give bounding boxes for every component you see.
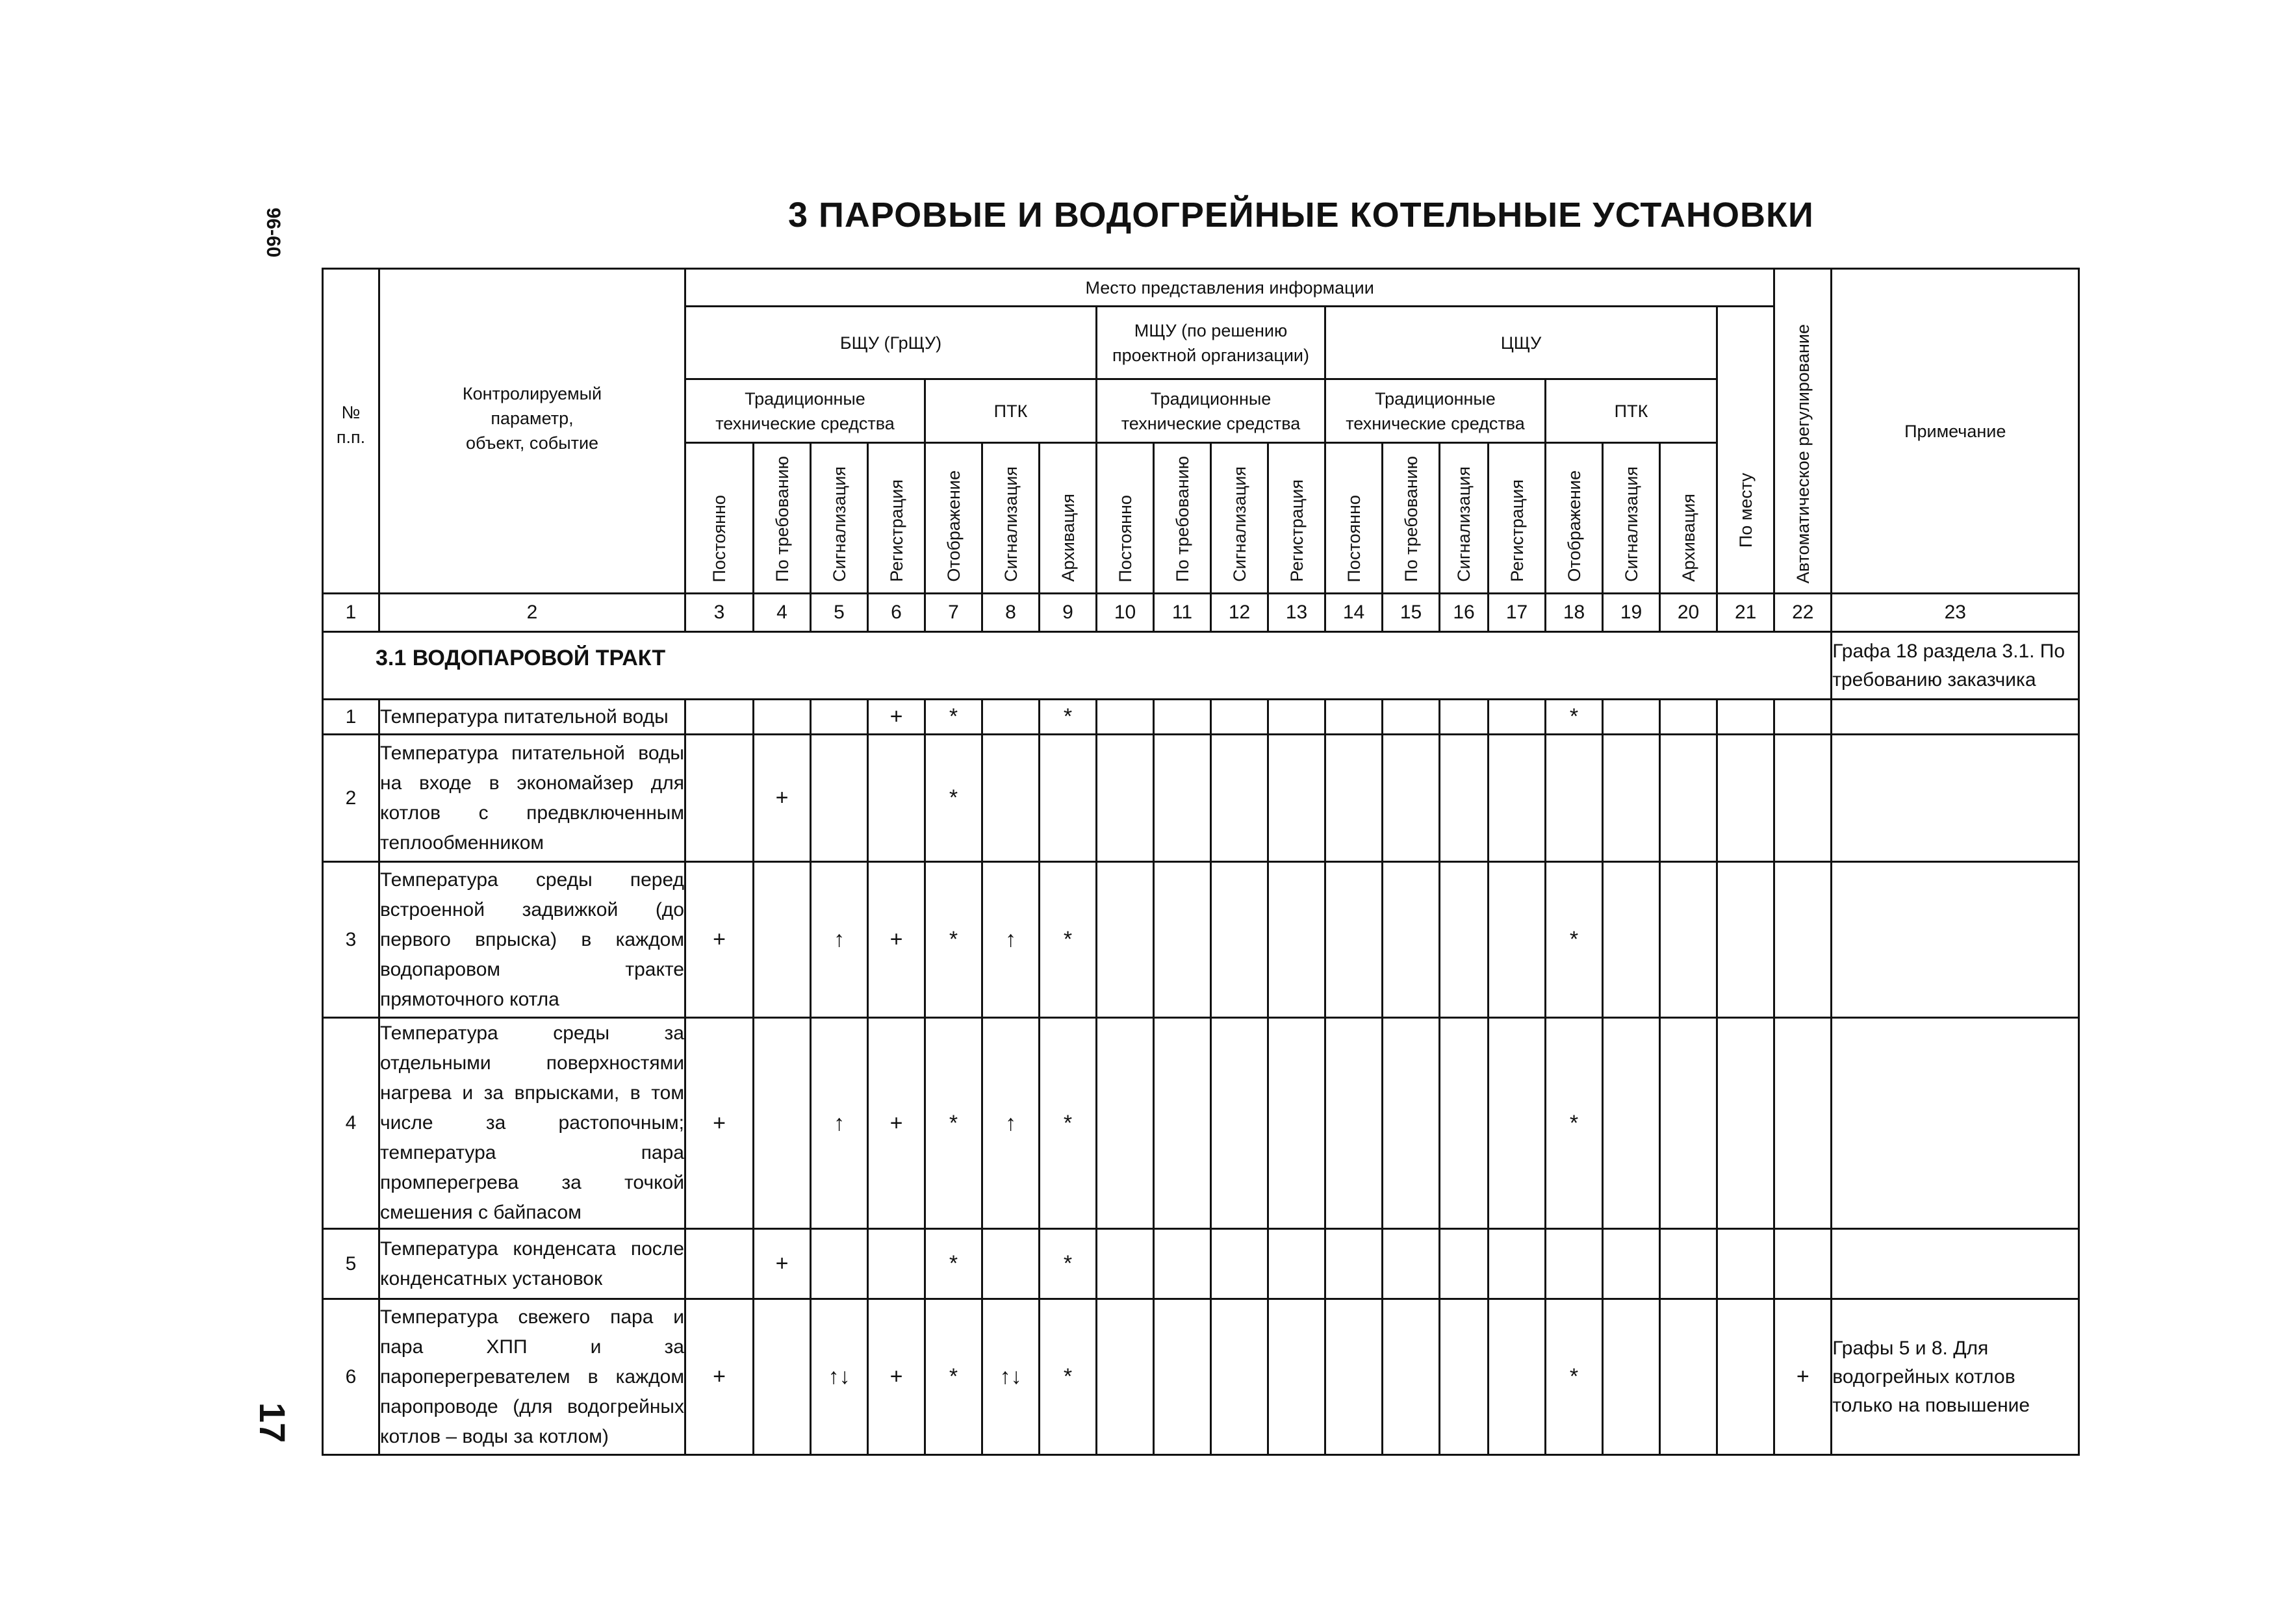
table-row: [323, 1229, 2079, 1299]
cell-col-5: [811, 700, 868, 735]
header-col-11: По требованию: [1154, 443, 1211, 594]
cell-col-17: [1489, 1018, 1546, 1229]
cell-col-21: [1717, 700, 1774, 735]
cell-col-22: +: [1774, 1299, 1832, 1455]
cell-col-11: [1154, 1018, 1211, 1229]
row-note: [1832, 1229, 2079, 1299]
cell-col-12: [1211, 1018, 1268, 1229]
page-title: 3 ПАРОВЫЕ И ВОДОГРЕЙНЫЕ КОТЕЛЬНЫЕ УСТАНОВКИ: [788, 196, 1814, 235]
cell-col-17: [1489, 1299, 1546, 1455]
cell-col-16: [1440, 1018, 1489, 1229]
page-number: 17: [252, 1402, 294, 1443]
column-number: 10: [1097, 594, 1154, 632]
cell-col-9: *: [1040, 700, 1097, 735]
header-col-10: Постоянно: [1097, 443, 1154, 594]
row-number: 2: [323, 735, 379, 862]
cell-col-22: [1774, 735, 1832, 862]
cell-col-4: [754, 862, 811, 1018]
header-place: Место представления информации: [685, 269, 1774, 307]
cell-col-4: [754, 700, 811, 735]
cell-col-21: [1717, 1018, 1774, 1229]
cell-col-9: *: [1040, 862, 1097, 1018]
header-col-19: Сигнализация: [1603, 443, 1660, 594]
row-parameter: Температура питательной воды: [379, 700, 685, 735]
header-note: Примечание: [1832, 269, 2079, 594]
cell-col-3: +: [685, 862, 754, 1018]
cell-col-19: [1603, 700, 1660, 735]
cell-col-10: [1097, 1229, 1154, 1299]
column-number: 2: [379, 594, 685, 632]
cell-col-18: *: [1546, 862, 1603, 1018]
row-note: [1832, 700, 2079, 735]
cell-col-19: [1603, 1299, 1660, 1455]
cell-col-20: [1660, 1229, 1717, 1299]
cell-col-11: [1154, 862, 1211, 1018]
header-bshu-ptk: ПТК: [925, 379, 1097, 443]
header-col-9: Архивация: [1040, 443, 1097, 594]
cell-col-6: +: [868, 700, 925, 735]
cell-col-15: [1383, 1018, 1440, 1229]
cell-col-11: [1154, 700, 1211, 735]
table-row: [323, 700, 2079, 735]
row-note: [1832, 735, 2079, 862]
cell-col-9: *: [1040, 1018, 1097, 1229]
cell-col-10: [1097, 862, 1154, 1018]
cell-col-17: [1489, 1229, 1546, 1299]
cell-col-21: [1717, 862, 1774, 1018]
cell-col-10: [1097, 1299, 1154, 1455]
table-row: [323, 862, 2079, 1018]
cell-col-15: [1383, 1229, 1440, 1299]
cell-col-20: [1660, 735, 1717, 862]
cell-col-20: [1660, 1299, 1717, 1455]
monitoring-table: [322, 268, 2080, 1456]
column-number: 19: [1603, 594, 1660, 632]
header-col-13: Регистрация: [1268, 443, 1325, 594]
header-col-8: Сигнализация: [982, 443, 1040, 594]
column-number: 18: [1546, 594, 1603, 632]
cell-col-22: [1774, 862, 1832, 1018]
column-number: 15: [1383, 594, 1440, 632]
cell-col-13: [1268, 862, 1325, 1018]
cell-col-9: *: [1040, 1299, 1097, 1455]
cell-col-4: [754, 1018, 811, 1229]
header-col-3: Постоянно: [685, 443, 754, 594]
column-number: 7: [925, 594, 982, 632]
cell-col-6: +: [868, 862, 925, 1018]
cell-col-7: *: [925, 862, 982, 1018]
cell-col-16: [1440, 700, 1489, 735]
cell-col-6: [868, 1229, 925, 1299]
section-title: 3.1 ВОДОПАРОВОЙ ТРАКТ: [323, 632, 1832, 700]
cell-col-14: [1325, 1018, 1383, 1229]
cell-col-14: [1325, 700, 1383, 735]
cell-col-13: [1268, 735, 1325, 862]
cell-col-5: ↑: [811, 862, 868, 1018]
header-auto-reg: Автоматическое регулирование: [1774, 269, 1832, 594]
header-mshu: МЩУ (по решению проектной организации): [1097, 307, 1325, 379]
document-code: 96-60: [262, 207, 284, 258]
cell-col-13: [1268, 1018, 1325, 1229]
cell-col-21: [1717, 1299, 1774, 1455]
cell-col-12: [1211, 735, 1268, 862]
column-number: 20: [1660, 594, 1717, 632]
column-number: 21: [1717, 594, 1774, 632]
cell-col-16: [1440, 1229, 1489, 1299]
cell-col-11: [1154, 1229, 1211, 1299]
header-bshu-traditional: Традиционные технические средства: [685, 379, 925, 443]
column-number: 12: [1211, 594, 1268, 632]
column-number: 1: [323, 594, 379, 632]
cell-col-13: [1268, 1229, 1325, 1299]
cell-col-8: ↑: [982, 1018, 1040, 1229]
row-parameter: Температура конденсата после конденсатных установок: [379, 1229, 685, 1299]
cell-col-18: [1546, 735, 1603, 862]
cell-col-19: [1603, 1229, 1660, 1299]
column-number: 14: [1325, 594, 1383, 632]
cell-col-3: [685, 1229, 754, 1299]
cell-col-14: [1325, 862, 1383, 1018]
cell-col-10: [1097, 1018, 1154, 1229]
header-col-20: Архивация: [1660, 443, 1717, 594]
column-number: 17: [1489, 594, 1546, 632]
column-number: 13: [1268, 594, 1325, 632]
cell-col-3: +: [685, 1299, 754, 1455]
cell-col-14: [1325, 1229, 1383, 1299]
cell-col-4: +: [754, 1229, 811, 1299]
row-number: 6: [323, 1299, 379, 1455]
cell-col-8: [982, 700, 1040, 735]
header-bshu: БЩУ (ГрЩУ): [685, 307, 1097, 379]
cell-col-13: [1268, 1299, 1325, 1455]
cell-col-18: *: [1546, 1299, 1603, 1455]
cell-col-21: [1717, 1229, 1774, 1299]
cell-col-3: [685, 735, 754, 862]
row-note: [1832, 1018, 2079, 1229]
cell-col-19: [1603, 862, 1660, 1018]
cell-col-7: *: [925, 1229, 982, 1299]
cell-col-7: *: [925, 1299, 982, 1455]
cell-col-20: [1660, 1018, 1717, 1229]
table-row: [323, 1018, 2079, 1229]
cell-col-14: [1325, 1299, 1383, 1455]
cell-col-10: [1097, 700, 1154, 735]
cell-col-19: [1603, 1018, 1660, 1229]
header-col-21: По месту: [1717, 307, 1774, 594]
section-note: Графа 18 раздела 3.1. По требованию заказчика: [1832, 632, 2079, 700]
row-parameter: Температура свежего пара и пара ХПП и за пароперегревателем в каждом паропроводе (для водогрейных котлов – воды за котлом): [379, 1299, 685, 1455]
cell-col-15: [1383, 1299, 1440, 1455]
row-number: 3: [323, 862, 379, 1018]
cell-col-8: ↑↓: [982, 1299, 1040, 1455]
cell-col-11: [1154, 735, 1211, 862]
cell-col-22: [1774, 700, 1832, 735]
table-row: [323, 735, 2079, 862]
cell-col-7: *: [925, 700, 982, 735]
cell-col-16: [1440, 1299, 1489, 1455]
cell-col-6: [868, 735, 925, 862]
cell-col-5: [811, 735, 868, 862]
header-col-5: Сигнализация: [811, 443, 868, 594]
cell-col-16: [1440, 735, 1489, 862]
header-col-7: Отображение: [925, 443, 982, 594]
header-col-18: Отображение: [1546, 443, 1603, 594]
cell-col-13: [1268, 700, 1325, 735]
cell-col-7: *: [925, 735, 982, 862]
column-number: 9: [1040, 594, 1097, 632]
column-number: 23: [1832, 594, 2079, 632]
cell-col-17: [1489, 735, 1546, 862]
cell-col-12: [1211, 700, 1268, 735]
cell-col-3: [685, 700, 754, 735]
cell-col-18: *: [1546, 1018, 1603, 1229]
cell-col-18: *: [1546, 700, 1603, 735]
row-note: Графы 5 и 8. Для водогрейных котлов только на повышение: [1832, 1299, 2079, 1455]
cell-col-8: [982, 1229, 1040, 1299]
cell-col-15: [1383, 735, 1440, 862]
header-col-14: Постоянно: [1325, 443, 1383, 594]
cell-col-17: [1489, 862, 1546, 1018]
column-number: 3: [685, 594, 754, 632]
cell-col-7: *: [925, 1018, 982, 1229]
cell-col-5: ↑↓: [811, 1299, 868, 1455]
cell-col-6: +: [868, 1299, 925, 1455]
cell-col-4: [754, 1299, 811, 1455]
row-number: 5: [323, 1229, 379, 1299]
row-note: [1832, 862, 2079, 1018]
header-parameter: Контролируемый параметр, объект, событие: [379, 269, 685, 594]
column-number: 6: [868, 594, 925, 632]
cell-col-16: [1440, 862, 1489, 1018]
row-number: 4: [323, 1018, 379, 1229]
column-number: 8: [982, 594, 1040, 632]
header-mshu-traditional: Традиционные технические средства: [1097, 379, 1325, 443]
column-number: 16: [1440, 594, 1489, 632]
row-parameter: Температура среды перед встроенной задвижкой (до первого впрыска) в каждом водопаровом тракте прямоточного котла: [379, 862, 685, 1018]
cell-col-20: [1660, 862, 1717, 1018]
row-parameter: Температура питательной воды на входе в экономайзер для котлов с предвключенным теплообменником: [379, 735, 685, 862]
cell-col-12: [1211, 1299, 1268, 1455]
header-no: № п.п.: [323, 269, 379, 594]
cell-col-12: [1211, 1229, 1268, 1299]
cell-col-15: [1383, 700, 1440, 735]
cell-col-8: [982, 735, 1040, 862]
cell-col-20: [1660, 700, 1717, 735]
cell-col-8: ↑: [982, 862, 1040, 1018]
cell-col-11: [1154, 1299, 1211, 1455]
cell-col-4: +: [754, 735, 811, 862]
cell-col-22: [1774, 1018, 1832, 1229]
row-number: 1: [323, 700, 379, 735]
column-number: 22: [1774, 594, 1832, 632]
cell-col-6: +: [868, 1018, 925, 1229]
cell-col-3: +: [685, 1018, 754, 1229]
cell-col-17: [1489, 700, 1546, 735]
cell-col-18: [1546, 1229, 1603, 1299]
cell-col-21: [1717, 735, 1774, 862]
cell-col-9: *: [1040, 1229, 1097, 1299]
cell-col-19: [1603, 735, 1660, 862]
cell-col-15: [1383, 862, 1440, 1018]
cell-col-5: ↑: [811, 1018, 868, 1229]
cell-col-12: [1211, 862, 1268, 1018]
cell-col-10: [1097, 735, 1154, 862]
header-col-17: Регистрация: [1489, 443, 1546, 594]
table-row: [323, 1299, 2079, 1455]
cell-col-9: [1040, 735, 1097, 862]
column-number: 4: [754, 594, 811, 632]
column-number: 11: [1154, 594, 1211, 632]
column-number: 5: [811, 594, 868, 632]
header-cshu: ЦЩУ: [1325, 307, 1717, 379]
header-col-12: Сигнализация: [1211, 443, 1268, 594]
header-cshu-traditional: Традиционные технические средства: [1325, 379, 1546, 443]
cell-col-5: [811, 1229, 868, 1299]
header-col-15: По требованию: [1383, 443, 1440, 594]
header-cshu-ptk: ПТК: [1546, 379, 1717, 443]
header-col-16: Сигнализация: [1440, 443, 1489, 594]
row-parameter: Температура среды за отдельными поверхностями нагрева и за впрысками, в том числе за растопочным; температура пара промперегрева за точкой смешения с байпасом: [379, 1018, 685, 1229]
header-col-6: Регистрация: [868, 443, 925, 594]
cell-col-14: [1325, 735, 1383, 862]
cell-col-22: [1774, 1229, 1832, 1299]
header-col-4: По требованию: [754, 443, 811, 594]
